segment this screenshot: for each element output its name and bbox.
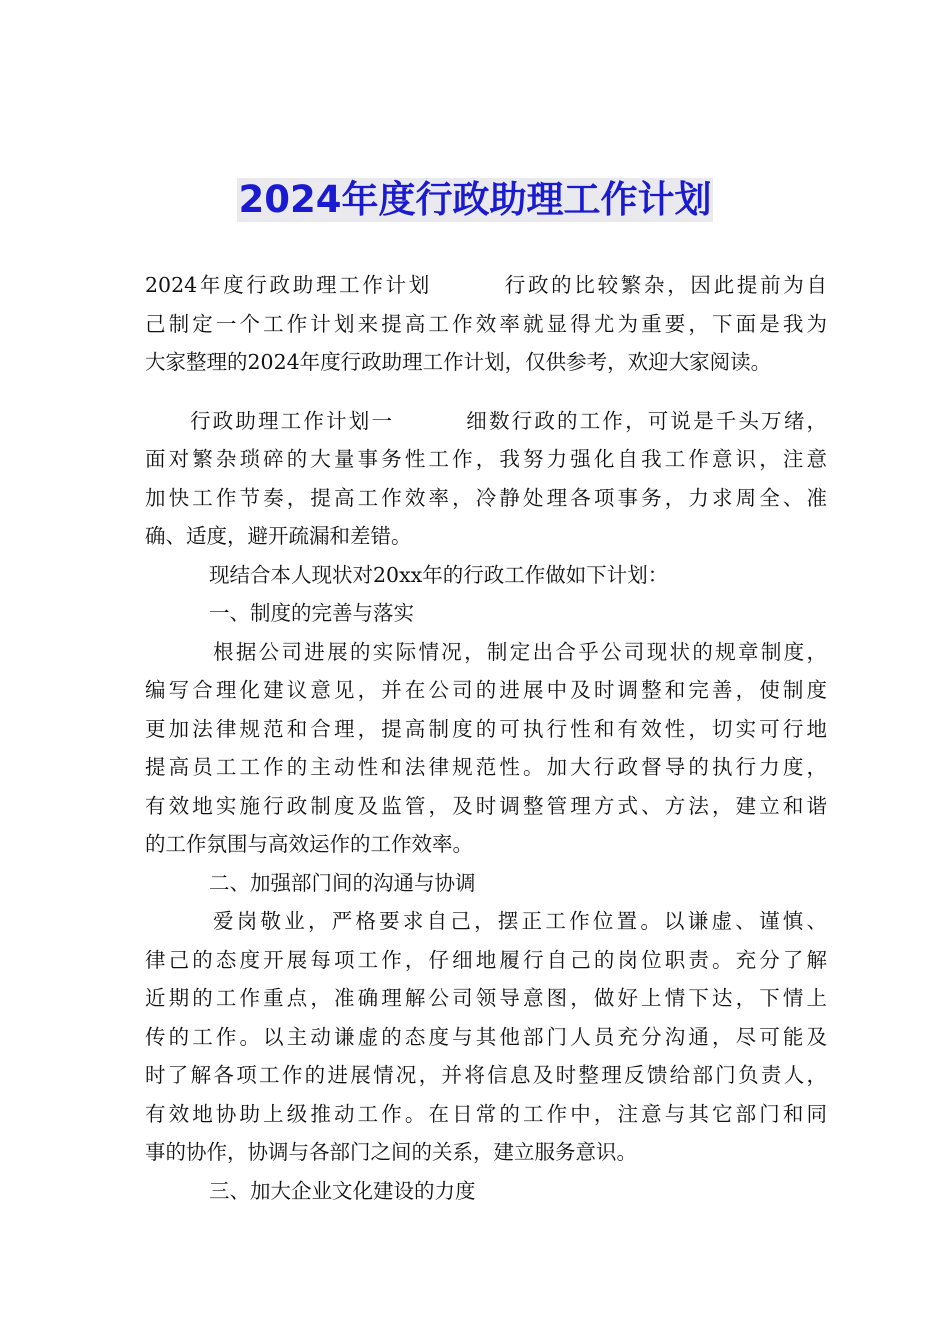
plan1-heading-text: 行政助理工作计划一 bbox=[190, 408, 395, 433]
section-1-line: 根据公司进展的实际情况，制定出合乎公司现状的规章制度， bbox=[213, 639, 827, 664]
section-2-line: 爱岗敬业，严格要求自己，摆正工作位置。以谦虚、谨慎、 bbox=[213, 909, 827, 933]
section-2-line: 近期的工作重点，准确理解公司领导意图，做好上情下达，下情上 bbox=[145, 986, 827, 1010]
intro-title-text: 2024年度行政助理工作计划 bbox=[145, 273, 433, 297]
section-1-heading: 一、制度的完善与落实 bbox=[209, 601, 414, 625]
section-2-line: 有效地协助上级推动工作。在日常的工作中，注意与其它部门和同 bbox=[145, 1101, 827, 1126]
section-2-line: 律己的态度开展每项工作，仔细地履行自己的岗位职责。充分了解 bbox=[145, 947, 827, 972]
section-3-heading: 三、加大企业文化建设的力度 bbox=[209, 1178, 476, 1203]
section-1-line: 的工作氛围与高效运作的工作效率。 bbox=[145, 832, 473, 856]
section-2-line: 时了解各项工作的进展情况，并将信息及时整理反馈给部门负责人， bbox=[145, 1063, 827, 1087]
lead-line: 现结合本人现状对20xx年的行政工作做如下计划： bbox=[209, 562, 669, 587]
section-2-line: 传的工作。以主动谦虚的态度与其他部门人员充分沟通，尽可能及 bbox=[145, 1024, 827, 1049]
document-body bbox=[145, 266, 827, 1210]
section-1-line: 编写合理化建议意见，并在公司的进展中及时调整和完善，使制度 bbox=[145, 678, 827, 702]
intro-line-2: 己制定一个工作计划来提高工作效率就显得尤为重要，下面是我为 bbox=[145, 311, 827, 336]
document-title: 2024年度行政助理工作计划 bbox=[238, 178, 712, 221]
intro-line-3: 大家整理的2024年度行政助理工作计划，仅供参考，欢迎大家阅读。 bbox=[145, 350, 772, 374]
section-1-line: 提高员工工作的主动性和法律规范性。加大行政督导的执行力度， bbox=[145, 755, 827, 779]
section-2-heading: 二、加强部门间的沟通与协调 bbox=[209, 870, 476, 895]
plan1-line-1 bbox=[145, 402, 827, 441]
plan1-line-4: 确、适度，避开疏漏和差错。 bbox=[145, 524, 412, 548]
section-1-line: 更加法律规范和合理，提高制度的可执行性和有效性，切实可行地 bbox=[145, 716, 827, 741]
title-container bbox=[0, 178, 950, 222]
intro-line-1 bbox=[145, 266, 827, 305]
section-1-line: 有效地实施行政制度及监管，及时调整管理方式、方法，建立和谐 bbox=[145, 793, 827, 818]
plan1-line-1-text: 细数行政的工作，可说是千头万绪， bbox=[464, 408, 828, 433]
plan1-line-2: 面对繁杂琐碎的大量事务性工作，我努力强化自我工作意识，注意 bbox=[145, 447, 827, 471]
intro-line-1-text: 行政的比较繁杂，因此提前为自 bbox=[502, 273, 827, 297]
plan1-line-3: 加快工作节奏，提高工作效率，冷静处理各项事务，力求周全、准 bbox=[145, 485, 827, 510]
paragraph-gap bbox=[145, 382, 827, 402]
section-2-line: 事的协作，协调与各部门之间的关系，建立服务意识。 bbox=[145, 1140, 637, 1164]
